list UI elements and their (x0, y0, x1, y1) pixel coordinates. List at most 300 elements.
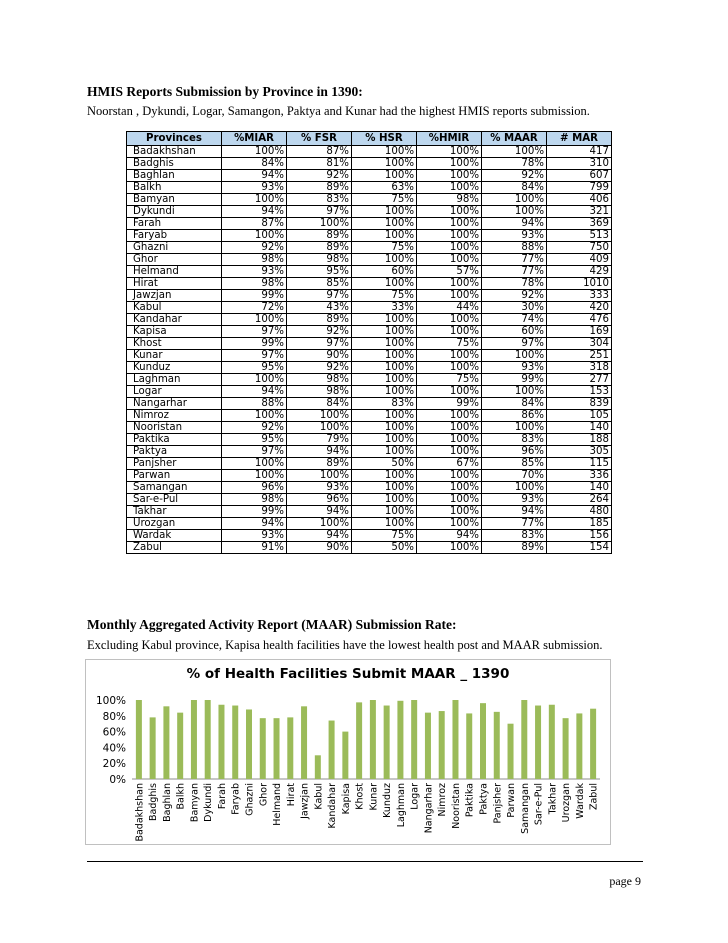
page-number: page 9 (609, 874, 641, 888)
value-cell: 95% (222, 362, 287, 374)
column-header: # MAR (547, 132, 612, 146)
value-cell: 98% (222, 278, 287, 290)
value-cell: 100% (352, 158, 417, 170)
province-cell: Bamyan (127, 194, 222, 206)
x-tick-label: Wardak (574, 783, 586, 819)
table-row (127, 278, 612, 290)
x-tick-label: Hirat (285, 783, 297, 807)
table-row (127, 362, 612, 374)
column-header: %HMIR (417, 132, 482, 146)
bar (260, 718, 266, 779)
table-row (127, 374, 612, 386)
province-cell: Kunar (127, 350, 222, 362)
province-cell: Ghazni (127, 242, 222, 254)
maar-heading: Monthly Aggregated Activity Report (MAAR) Submission Rate: (87, 617, 457, 632)
value-cell: 100% (482, 146, 547, 158)
province-cell: Nooristan (127, 422, 222, 434)
value-cell: 1010 (547, 278, 612, 290)
value-cell: 100% (352, 362, 417, 374)
value-cell: 100% (352, 218, 417, 230)
value-cell: 95% (222, 434, 287, 446)
value-cell: 92% (482, 170, 547, 182)
value-cell: 100% (222, 410, 287, 422)
bar (508, 724, 514, 779)
value-cell: 86% (482, 410, 547, 422)
value-cell: 100% (417, 206, 482, 218)
value-cell: 78% (482, 278, 547, 290)
province-cell: Paktya (127, 446, 222, 458)
value-cell: 97% (482, 338, 547, 350)
value-cell: 100% (417, 182, 482, 194)
x-tick-label: Takhar (547, 783, 559, 815)
value-cell: 33% (352, 302, 417, 314)
bar (480, 703, 486, 779)
value-cell: 100% (482, 194, 547, 206)
value-cell: 92% (287, 326, 352, 338)
value-cell: 74% (482, 314, 547, 326)
bar (397, 701, 403, 779)
value-cell: 100% (482, 206, 547, 218)
bar (218, 705, 224, 779)
value-cell: 89% (287, 314, 352, 326)
bar (232, 706, 238, 779)
value-cell: 96% (482, 446, 547, 458)
province-cell: Baghlan (127, 170, 222, 182)
value-cell: 100% (287, 470, 352, 482)
value-cell: 153 (547, 386, 612, 398)
value-cell: 98% (287, 254, 352, 266)
bar (370, 700, 376, 779)
column-header: % FSR (287, 132, 352, 146)
value-cell: 305 (547, 446, 612, 458)
province-cell: Logar (127, 386, 222, 398)
value-cell: 406 (547, 194, 612, 206)
value-cell: 100% (352, 446, 417, 458)
value-cell: 100% (417, 386, 482, 398)
value-cell: 98% (417, 194, 482, 206)
chart-plot (86, 660, 610, 844)
bar (191, 700, 197, 779)
province-cell: Panjsher (127, 458, 222, 470)
value-cell: 43% (287, 302, 352, 314)
bar (549, 705, 555, 779)
province-cell: Farah (127, 218, 222, 230)
value-cell: 92% (287, 170, 352, 182)
value-cell: 75% (417, 374, 482, 386)
province-cell: Ghor (127, 254, 222, 266)
value-cell: 91% (222, 542, 287, 554)
table-row (127, 506, 612, 518)
value-cell: 100% (417, 446, 482, 458)
x-tick-label: Kunar (368, 783, 380, 811)
value-cell: 321 (547, 206, 612, 218)
value-cell: 100% (352, 506, 417, 518)
value-cell: 100% (417, 146, 482, 158)
x-tick-label: Samangan (519, 783, 531, 834)
table-row (127, 314, 612, 326)
bar (342, 732, 348, 779)
value-cell: 100% (222, 470, 287, 482)
value-cell: 97% (287, 290, 352, 302)
value-cell: 100% (352, 206, 417, 218)
x-tick-label: Urozgan (561, 783, 573, 823)
x-tick-label: Parwan (506, 783, 518, 818)
table-header-row (127, 132, 612, 146)
value-cell: 70% (482, 470, 547, 482)
value-cell: 97% (287, 338, 352, 350)
table-row (127, 422, 612, 434)
x-tick-label: Jawzjan (299, 783, 311, 819)
table-row (127, 350, 612, 362)
value-cell: 83% (482, 434, 547, 446)
chart-title: % of Health Facilities Submit MAAR _ 1390 (186, 666, 510, 682)
value-cell: 85% (287, 278, 352, 290)
value-cell: 100% (417, 230, 482, 242)
x-tick-label: Kunduz (382, 783, 394, 818)
value-cell: 100% (222, 458, 287, 470)
table-row (127, 398, 612, 410)
bar (466, 713, 472, 779)
bar (163, 706, 169, 779)
value-cell: 94% (417, 530, 482, 542)
province-cell: Kabul (127, 302, 222, 314)
value-cell: 84% (482, 398, 547, 410)
x-tick-label: Nimroz (437, 783, 449, 817)
value-cell: 310 (547, 158, 612, 170)
province-cell: Jawzjan (127, 290, 222, 302)
bar (563, 718, 569, 779)
value-cell: 78% (482, 158, 547, 170)
value-cell: 100% (222, 230, 287, 242)
value-cell: 79% (287, 434, 352, 446)
value-cell: 100% (417, 506, 482, 518)
province-cell: Hirat (127, 278, 222, 290)
value-cell: 100% (417, 290, 482, 302)
x-tick-label: Paktika (464, 783, 476, 818)
value-cell: 100% (352, 374, 417, 386)
value-cell: 100% (352, 434, 417, 446)
table-row (127, 338, 612, 350)
value-cell: 94% (222, 386, 287, 398)
table-row (127, 242, 612, 254)
province-cell: Helmand (127, 266, 222, 278)
value-cell: 94% (287, 530, 352, 542)
value-cell: 100% (352, 482, 417, 494)
value-cell: 92% (482, 290, 547, 302)
value-cell: 99% (222, 506, 287, 518)
bar (287, 717, 293, 779)
value-cell: 100% (352, 230, 417, 242)
province-cell: Kapisa (127, 326, 222, 338)
value-cell: 94% (482, 218, 547, 230)
value-cell: 93% (222, 530, 287, 542)
x-tick-label: Kabul (313, 783, 325, 810)
value-cell: 99% (222, 338, 287, 350)
value-cell: 84% (482, 182, 547, 194)
value-cell: 60% (482, 326, 547, 338)
value-cell: 83% (352, 398, 417, 410)
bar (590, 709, 596, 779)
value-cell: 100% (417, 482, 482, 494)
table-row (127, 542, 612, 554)
value-cell: 90% (287, 350, 352, 362)
value-cell: 98% (287, 386, 352, 398)
bar (136, 700, 142, 779)
province-cell: Dykundi (127, 206, 222, 218)
value-cell: 115 (547, 458, 612, 470)
table-row (127, 482, 612, 494)
value-cell: 100% (222, 146, 287, 158)
y-tick-label: 60% (102, 726, 126, 739)
x-tick-label: Dykundi (203, 783, 215, 822)
bar (494, 712, 500, 779)
value-cell: 100% (222, 314, 287, 326)
footer-rule (87, 861, 643, 862)
table-row (127, 326, 612, 338)
value-cell: 75% (417, 338, 482, 350)
value-cell: 84% (222, 158, 287, 170)
value-cell: 169 (547, 326, 612, 338)
x-tick-label: Helmand (272, 783, 284, 826)
bar (535, 706, 541, 779)
bar (411, 700, 417, 779)
province-cell: Parwan (127, 470, 222, 482)
value-cell: 89% (287, 230, 352, 242)
value-cell: 100% (482, 386, 547, 398)
value-cell: 480 (547, 506, 612, 518)
value-cell: 67% (417, 458, 482, 470)
value-cell: 100% (417, 278, 482, 290)
value-cell: 100% (352, 350, 417, 362)
value-cell: 93% (482, 230, 547, 242)
value-cell: 98% (222, 254, 287, 266)
value-cell: 93% (482, 494, 547, 506)
value-cell: 105 (547, 410, 612, 422)
value-cell: 98% (222, 494, 287, 506)
value-cell: 97% (222, 326, 287, 338)
value-cell: 100% (352, 494, 417, 506)
table-row (127, 194, 612, 206)
bar (425, 713, 431, 779)
table-description: Noorstan , Dykundi, Logar, Samangon, Paktya and Kunar had the highest HMIS reports submission. (87, 104, 590, 118)
value-cell: 100% (482, 350, 547, 362)
value-cell: 185 (547, 518, 612, 530)
table-row (127, 170, 612, 182)
value-cell: 75% (352, 194, 417, 206)
value-cell: 100% (352, 410, 417, 422)
value-cell: 77% (482, 254, 547, 266)
table-row (127, 206, 612, 218)
value-cell: 72% (222, 302, 287, 314)
value-cell: 100% (352, 518, 417, 530)
x-tick-label: Logar (409, 783, 421, 810)
bar (301, 706, 307, 779)
table-row (127, 434, 612, 446)
table-row (127, 458, 612, 470)
table-row (127, 182, 612, 194)
value-cell: 30% (482, 302, 547, 314)
value-cell: 100% (417, 350, 482, 362)
column-header: % MAAR (482, 132, 547, 146)
value-cell: 63% (352, 182, 417, 194)
province-cell: Badghis (127, 158, 222, 170)
value-cell: 318 (547, 362, 612, 374)
value-cell: 77% (482, 266, 547, 278)
value-cell: 97% (287, 206, 352, 218)
x-tick-label: Ghor (258, 783, 270, 807)
province-report-table (126, 131, 612, 554)
value-cell: 89% (287, 242, 352, 254)
x-tick-label: Kandahar (327, 783, 339, 829)
bar (205, 700, 211, 779)
value-cell: 420 (547, 302, 612, 314)
value-cell: 417 (547, 146, 612, 158)
value-cell: 83% (287, 194, 352, 206)
bar (150, 717, 156, 779)
y-tick-label: 100% (95, 695, 126, 707)
value-cell: 100% (417, 434, 482, 446)
value-cell: 100% (287, 218, 352, 230)
value-cell: 95% (287, 266, 352, 278)
value-cell: 50% (352, 542, 417, 554)
x-tick-label: Nangarhar (423, 783, 435, 834)
value-cell: 100% (287, 518, 352, 530)
province-cell: Nimroz (127, 410, 222, 422)
value-cell: 100% (417, 494, 482, 506)
value-cell: 100% (352, 314, 417, 326)
value-cell: 97% (222, 446, 287, 458)
value-cell: 50% (352, 458, 417, 470)
value-cell: 100% (352, 338, 417, 350)
table-heading: HMIS Reports Submission by Province in 1390: (87, 84, 363, 99)
bar (521, 700, 527, 779)
value-cell: 88% (482, 242, 547, 254)
value-cell: 100% (222, 374, 287, 386)
table-row (127, 386, 612, 398)
value-cell: 93% (482, 362, 547, 374)
province-cell: Faryab (127, 230, 222, 242)
value-cell: 100% (352, 278, 417, 290)
province-cell: Balkh (127, 182, 222, 194)
value-cell: 94% (222, 206, 287, 218)
column-header: Provinces (127, 132, 222, 146)
x-tick-label: Balkh (175, 783, 187, 810)
value-cell: 156 (547, 530, 612, 542)
value-cell: 89% (287, 182, 352, 194)
value-cell: 94% (287, 506, 352, 518)
table-row (127, 290, 612, 302)
value-cell: 100% (352, 326, 417, 338)
bar (274, 718, 280, 779)
value-cell: 304 (547, 338, 612, 350)
value-cell: 75% (352, 290, 417, 302)
value-cell: 75% (352, 530, 417, 542)
table-row (127, 446, 612, 458)
value-cell: 100% (417, 326, 482, 338)
table-row (127, 518, 612, 530)
maar-description: Excluding Kabul province, Kapisa health facilities have the lowest health post and MAAR submission. (87, 638, 603, 652)
table-row (127, 158, 612, 170)
value-cell: 96% (287, 494, 352, 506)
x-tick-label: Sar-e-Pul (533, 783, 545, 826)
value-cell: 83% (482, 530, 547, 542)
value-cell: 140 (547, 422, 612, 434)
value-cell: 57% (417, 266, 482, 278)
column-header: % HSR (352, 132, 417, 146)
table-row (127, 230, 612, 242)
value-cell: 94% (222, 170, 287, 182)
value-cell: 513 (547, 230, 612, 242)
value-cell: 81% (287, 158, 352, 170)
province-cell: Kandahar (127, 314, 222, 326)
value-cell: 87% (287, 146, 352, 158)
bar (439, 711, 445, 779)
province-cell: Takhar (127, 506, 222, 518)
table-row (127, 218, 612, 230)
value-cell: 264 (547, 494, 612, 506)
value-cell: 75% (352, 242, 417, 254)
value-cell: 100% (287, 410, 352, 422)
x-tick-label: Bamyan (189, 783, 201, 823)
value-cell: 100% (417, 218, 482, 230)
value-cell: 100% (417, 242, 482, 254)
bar (177, 713, 183, 779)
bar (329, 721, 335, 779)
y-tick-label: 0% (109, 774, 126, 786)
province-cell: Wardak (127, 530, 222, 542)
value-cell: 188 (547, 434, 612, 446)
value-cell: 93% (222, 266, 287, 278)
value-cell: 100% (417, 362, 482, 374)
table-row (127, 494, 612, 506)
value-cell: 44% (417, 302, 482, 314)
value-cell: 839 (547, 398, 612, 410)
value-cell: 333 (547, 290, 612, 302)
value-cell: 799 (547, 182, 612, 194)
value-cell: 100% (222, 194, 287, 206)
province-cell: Urozgan (127, 518, 222, 530)
x-tick-label: Nooristan (450, 783, 462, 829)
value-cell: 94% (287, 446, 352, 458)
x-tick-label: Paktya (478, 783, 490, 815)
x-tick-label: Kapisa (340, 783, 352, 815)
maar-chart (85, 659, 611, 845)
value-cell: 100% (352, 470, 417, 482)
value-cell: 99% (482, 374, 547, 386)
value-cell: 100% (417, 158, 482, 170)
province-cell: Kunduz (127, 362, 222, 374)
table-row (127, 470, 612, 482)
table-row (127, 254, 612, 266)
value-cell: 92% (287, 362, 352, 374)
value-cell: 100% (417, 254, 482, 266)
value-cell: 87% (222, 218, 287, 230)
value-cell: 100% (287, 422, 352, 434)
value-cell: 369 (547, 218, 612, 230)
bar (452, 700, 458, 779)
x-tick-label: Khost (354, 783, 366, 810)
value-cell: 98% (287, 374, 352, 386)
table-row (127, 146, 612, 158)
x-tick-label: Badghis (148, 783, 160, 822)
x-tick-label: Laghman (395, 783, 407, 828)
bar (356, 702, 362, 779)
x-tick-label: Baghlan (161, 783, 173, 822)
value-cell: 429 (547, 266, 612, 278)
value-cell: 100% (417, 542, 482, 554)
table-row (127, 530, 612, 542)
value-cell: 100% (417, 422, 482, 434)
